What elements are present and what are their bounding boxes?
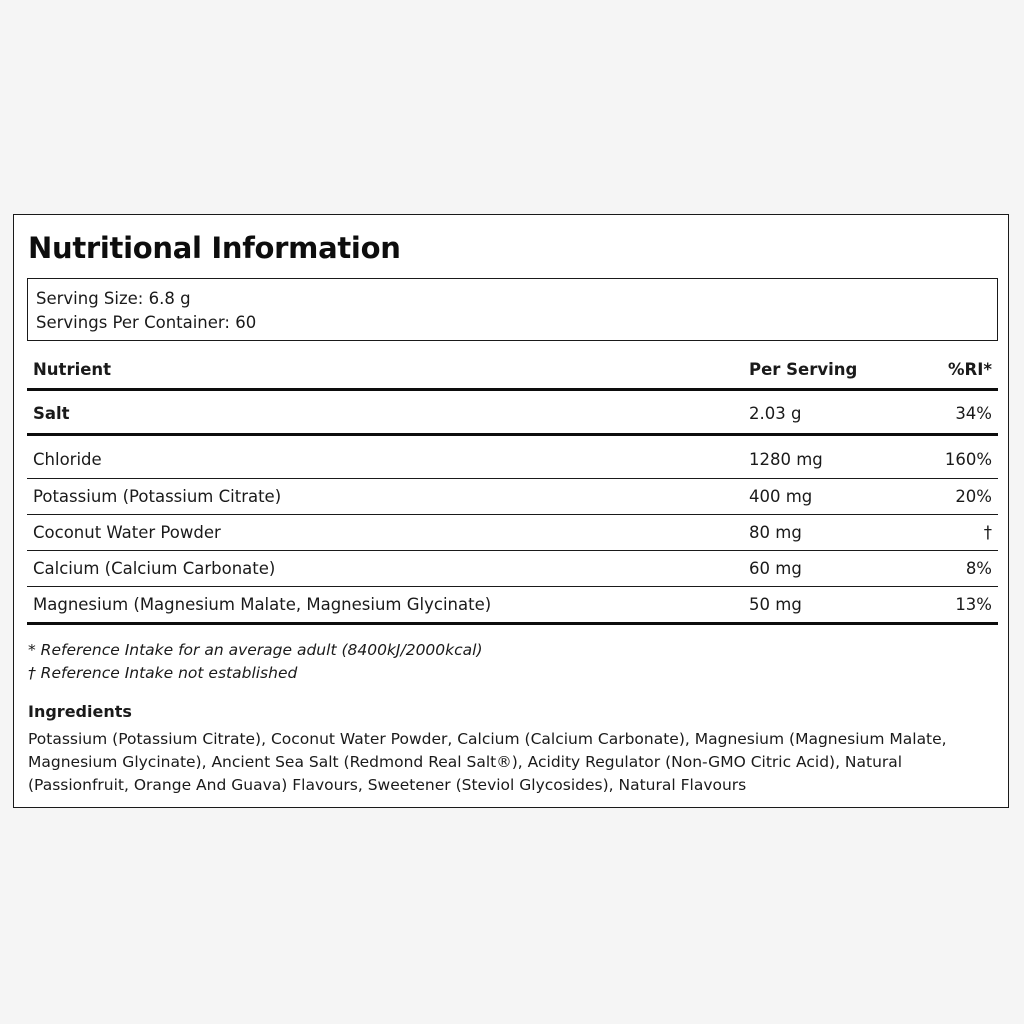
- nutrient-name: Calcium (Calcium Carbonate): [33, 559, 276, 578]
- nutrient-name: Chloride: [33, 450, 102, 469]
- table-row-salt: [27, 391, 998, 436]
- header-ri: %RI*: [947, 360, 992, 379]
- nutrient-name: Salt: [33, 404, 70, 423]
- ingredients-text: Potassium (Potassium Citrate), Coconut Water Powder, Calcium (Calcium Carbonate), Magnesium (Magnesium Malate, Magnesium Glycinate), Ancient Sea Salt (Redmond Real Salt®), Acidity Regulator (Non-GMO Citric Acid), Natural (Passionfruit, Orange And Guava) Flavours, Sweetener (Steviol Glycosides), Natural Flavours: [28, 730, 947, 794]
- per-serving-value: 400 mg: [749, 487, 813, 506]
- table-row: [27, 479, 998, 515]
- serving-size: Serving Size: 6.8 g: [36, 289, 191, 308]
- table-row: [27, 515, 998, 551]
- nutrition-panel: [13, 214, 1009, 808]
- nutrient-name: Magnesium (Magnesium Malate, Magnesium Glycinate): [33, 595, 492, 614]
- ri-value: 160%: [944, 450, 992, 469]
- table-row: [27, 587, 998, 625]
- table-row: [27, 551, 998, 587]
- per-serving-value: 1280 mg: [749, 450, 823, 469]
- ingredients-heading: Ingredients: [28, 702, 132, 721]
- nutrient-name: Potassium (Potassium Citrate): [33, 487, 282, 506]
- nutrient-name: Coconut Water Powder: [33, 523, 221, 542]
- table-row: [27, 436, 998, 479]
- nutrition-table: [27, 353, 998, 625]
- header-per-serving: Per Serving: [749, 360, 858, 379]
- per-serving-value: 60 mg: [749, 559, 802, 578]
- per-serving-value: 2.03 g: [749, 404, 802, 423]
- per-serving-value: 50 mg: [749, 595, 802, 614]
- dagger-footnote: † Reference Intake not established: [28, 664, 298, 682]
- panel-title: Nutritional Information: [28, 231, 401, 265]
- ri-value: 8%: [965, 559, 992, 578]
- header-nutrient: Nutrient: [33, 360, 112, 379]
- ri-value: 13%: [955, 595, 992, 614]
- servings-per-container: Servings Per Container: 60: [36, 313, 257, 332]
- footnotes: [28, 639, 483, 685]
- ri-value: 34%: [955, 404, 992, 423]
- per-serving-value: 80 mg: [749, 523, 802, 542]
- ri-value: †: [983, 523, 992, 542]
- serving-info-box: [27, 278, 998, 341]
- ri-footnote: * Reference Intake for an average adult (8400kJ/2000kcal): [28, 641, 483, 659]
- ri-value: 20%: [955, 487, 992, 506]
- table-header-row: [27, 353, 998, 391]
